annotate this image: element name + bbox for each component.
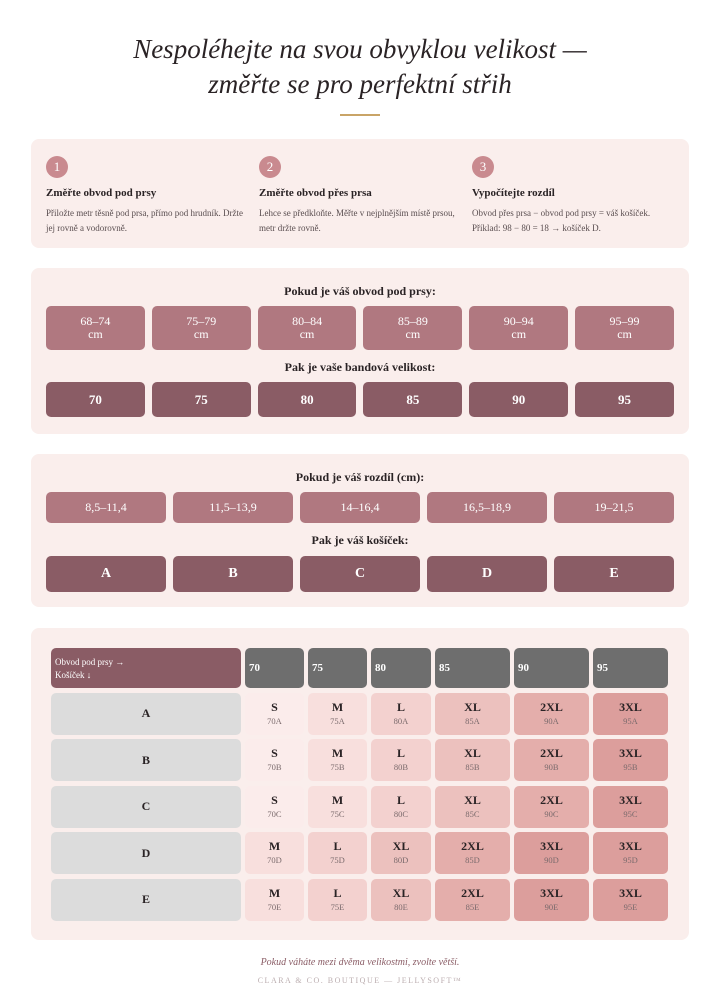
- corner-line-cup: Košíček ↓: [55, 670, 92, 680]
- size-label: 2XL: [540, 792, 563, 807]
- step-title: Změřte obvod přes prsa: [259, 187, 372, 199]
- size-code: 75E: [330, 901, 345, 912]
- size-code: 70A: [267, 715, 282, 726]
- size-code: 70C: [267, 808, 282, 819]
- step-title: Vypočítejte rozdíl: [472, 187, 555, 199]
- size-code: 95E: [623, 901, 638, 912]
- size-cell: [514, 739, 589, 781]
- title-line-1: Nespoléhejte na svou obvyklou velikost —: [133, 34, 587, 64]
- step-2: [259, 156, 459, 236]
- size-label: M: [331, 699, 344, 714]
- difference-range: 8,5–11,4: [46, 492, 166, 523]
- size-code: 90E: [544, 901, 559, 912]
- size-code: 75C: [330, 808, 345, 819]
- size-label: XL: [464, 746, 481, 760]
- underbust-range: 90–94 cm: [469, 306, 568, 350]
- size-cell: [245, 693, 304, 735]
- size-code: 90D: [544, 855, 559, 865]
- cup-size-panel: [31, 454, 689, 607]
- size-cell: [593, 739, 668, 781]
- size-code: 75B: [330, 762, 345, 772]
- size-code: 85B: [465, 762, 480, 772]
- band-column-header: 70: [245, 648, 304, 688]
- band-size: 90: [469, 382, 568, 417]
- band-question: Pokud je váš obvod pod prsy:: [284, 284, 436, 298]
- band-size-row: [46, 382, 674, 417]
- band-size: 75: [152, 382, 251, 417]
- band-column-header: 90: [514, 648, 589, 688]
- size-label: 3XL: [540, 839, 563, 853]
- size-label: XL: [392, 839, 410, 853]
- size-code: 95D: [623, 855, 638, 865]
- cup-row-header: D: [51, 832, 241, 874]
- underbust-range: 80–84 cm: [258, 306, 357, 350]
- size-cell: [435, 879, 510, 921]
- size-label: M: [331, 746, 344, 760]
- measure-steps-panel: [31, 139, 689, 248]
- band-column-header: 95: [593, 648, 668, 688]
- size-label: 3XL: [619, 885, 642, 900]
- size-code: 75A: [330, 715, 345, 726]
- size-code: 80D: [393, 855, 409, 865]
- size-cell: [514, 879, 589, 921]
- size-code: 70B: [267, 762, 282, 772]
- size-cell: [435, 693, 510, 735]
- step-description: Obvod přes prsa − obvod pod prsy = váš košíček. Příklad: 98 − 80 = 18 → košíček D.: [472, 208, 651, 233]
- step-description: Přiložte metr těsně pod prsa, přímo pod hrudník. Držte jej rovně a vodorovně.: [46, 208, 243, 233]
- band-column-header: 75: [308, 648, 367, 688]
- size-code: 85A: [465, 715, 480, 726]
- size-cell: [593, 693, 668, 735]
- size-code: 80C: [393, 808, 409, 819]
- size-label: XL: [464, 792, 481, 807]
- cup-question: Pokud je váš rozdíl (cm):: [295, 470, 425, 484]
- underbust-range: 95–99 cm: [575, 306, 674, 350]
- difference-range: 16,5–18,9: [427, 492, 547, 523]
- size-cell: [435, 786, 510, 828]
- size-cell: [308, 786, 367, 828]
- cup-row-header: B: [51, 739, 241, 781]
- cup-letter: B: [173, 556, 293, 592]
- band-size-panel: [31, 268, 689, 434]
- size-code: 70D: [267, 855, 282, 865]
- size-label: 2XL: [540, 746, 563, 760]
- size-code: 90B: [544, 762, 559, 772]
- size-label: L: [396, 699, 405, 714]
- step-title: Změřte obvod pod prsy: [46, 187, 157, 199]
- size-table-panel: [31, 628, 689, 940]
- size-label: 2XL: [461, 885, 484, 900]
- size-label: L: [396, 746, 405, 760]
- size-label: 3XL: [619, 839, 642, 853]
- size-label: M: [331, 792, 344, 807]
- size-label: S: [271, 746, 278, 760]
- size-cell: [308, 739, 367, 781]
- size-label: 3XL: [619, 792, 642, 807]
- size-cell: [435, 832, 510, 874]
- size-code: 90A: [544, 715, 559, 726]
- size-cell: [245, 739, 304, 781]
- size-label: L: [396, 792, 405, 807]
- corner-line-band: Obvod pod prsy →: [55, 657, 125, 667]
- cup-letter: C: [300, 556, 420, 592]
- size-code: 90C: [544, 808, 559, 819]
- underbust-range: 68–74 cm: [46, 306, 145, 350]
- size-label: 3XL: [619, 699, 642, 714]
- band-column-header: 85: [435, 648, 510, 688]
- size-code: 95A: [623, 715, 638, 726]
- step-number-badge: 2: [259, 156, 281, 178]
- size-cell: [245, 786, 304, 828]
- size-label: 2XL: [461, 839, 484, 853]
- cup-row-header: E: [51, 879, 241, 921]
- size-label: L: [333, 885, 342, 900]
- cup-letter: D: [427, 556, 547, 592]
- size-label: XL: [464, 699, 481, 714]
- size-code: 75D: [330, 855, 345, 865]
- size-label: 2XL: [540, 699, 563, 714]
- size-code: 70E: [267, 901, 282, 912]
- size-label: S: [271, 699, 278, 714]
- size-cell: [514, 693, 589, 735]
- brand-footer: CLARA & CO. BOUTIQUE — JELLYSOFT™: [257, 976, 463, 985]
- underbust-range: 75–79 cm: [152, 306, 251, 350]
- size-code: 80E: [394, 901, 408, 912]
- band-column-header: 80: [371, 648, 431, 688]
- cup-letter: A: [46, 556, 166, 592]
- size-label: L: [333, 839, 342, 853]
- underbust-range-row: [46, 306, 674, 350]
- size-label: 3XL: [540, 885, 563, 900]
- size-code: 85D: [465, 855, 480, 865]
- step-description: Lehce se předkloňte. Měřte v nejplnějším místě prsou, metr držte rovně.: [259, 208, 455, 233]
- difference-range: 11,5–13,9: [173, 492, 293, 523]
- size-label: S: [271, 792, 278, 807]
- size-cell: [514, 832, 589, 874]
- size-code: 95B: [623, 762, 638, 772]
- band-size: 85: [363, 382, 462, 417]
- cup-letter: E: [554, 556, 674, 592]
- size-cell: [371, 739, 431, 781]
- cup-row-header: A: [51, 693, 241, 735]
- size-cell: [308, 832, 367, 874]
- step-number-badge: 1: [46, 156, 68, 178]
- underbust-range: 85–89 cm: [363, 306, 462, 350]
- size-cell: [435, 739, 510, 781]
- size-label: M: [268, 839, 281, 853]
- footnote: Pokud váháte mezi dvěma velikostmi, zvolte větší.: [260, 957, 460, 968]
- size-label: XL: [392, 885, 410, 900]
- size-cell: [245, 879, 304, 921]
- difference-range-row: [46, 492, 674, 523]
- size-cell: [593, 832, 668, 874]
- band-size: 80: [258, 382, 357, 417]
- size-cell: [514, 786, 589, 828]
- size-cell: [245, 832, 304, 874]
- size-cell: [593, 879, 668, 921]
- size-cell: [371, 693, 431, 735]
- size-cell: [308, 879, 367, 921]
- step-number-badge: 3: [472, 156, 494, 178]
- size-cell: [371, 879, 431, 921]
- difference-range: 14–16,4: [300, 492, 420, 523]
- title-line-2: změřte se pro perfektní střih: [208, 69, 512, 99]
- difference-range: 19–21,5: [554, 492, 674, 523]
- size-label: M: [268, 885, 281, 900]
- cup-row: [46, 556, 674, 592]
- size-label: 3XL: [619, 746, 642, 760]
- size-code: 95C: [623, 808, 638, 819]
- size-cell: [371, 786, 431, 828]
- size-cell: [371, 832, 431, 874]
- cup-answer: Pak je váš košíček:: [311, 533, 409, 547]
- band-size: 95: [575, 382, 674, 417]
- size-code: 85C: [465, 808, 480, 819]
- table-corner-header: [51, 648, 241, 688]
- band-size: 70: [46, 382, 145, 417]
- step-1: [46, 156, 246, 236]
- size-table: [51, 648, 668, 921]
- cup-row-header: C: [51, 786, 241, 828]
- title-divider: [340, 114, 380, 116]
- size-code: 80B: [393, 762, 409, 772]
- step-3: [472, 156, 677, 236]
- size-cell: [308, 693, 367, 735]
- size-cell: [593, 786, 668, 828]
- band-answer: Pak je vaše bandová velikost:: [284, 360, 436, 374]
- size-code: 85E: [465, 901, 480, 912]
- size-code: 80A: [393, 715, 409, 726]
- page-title: [0, 32, 720, 102]
